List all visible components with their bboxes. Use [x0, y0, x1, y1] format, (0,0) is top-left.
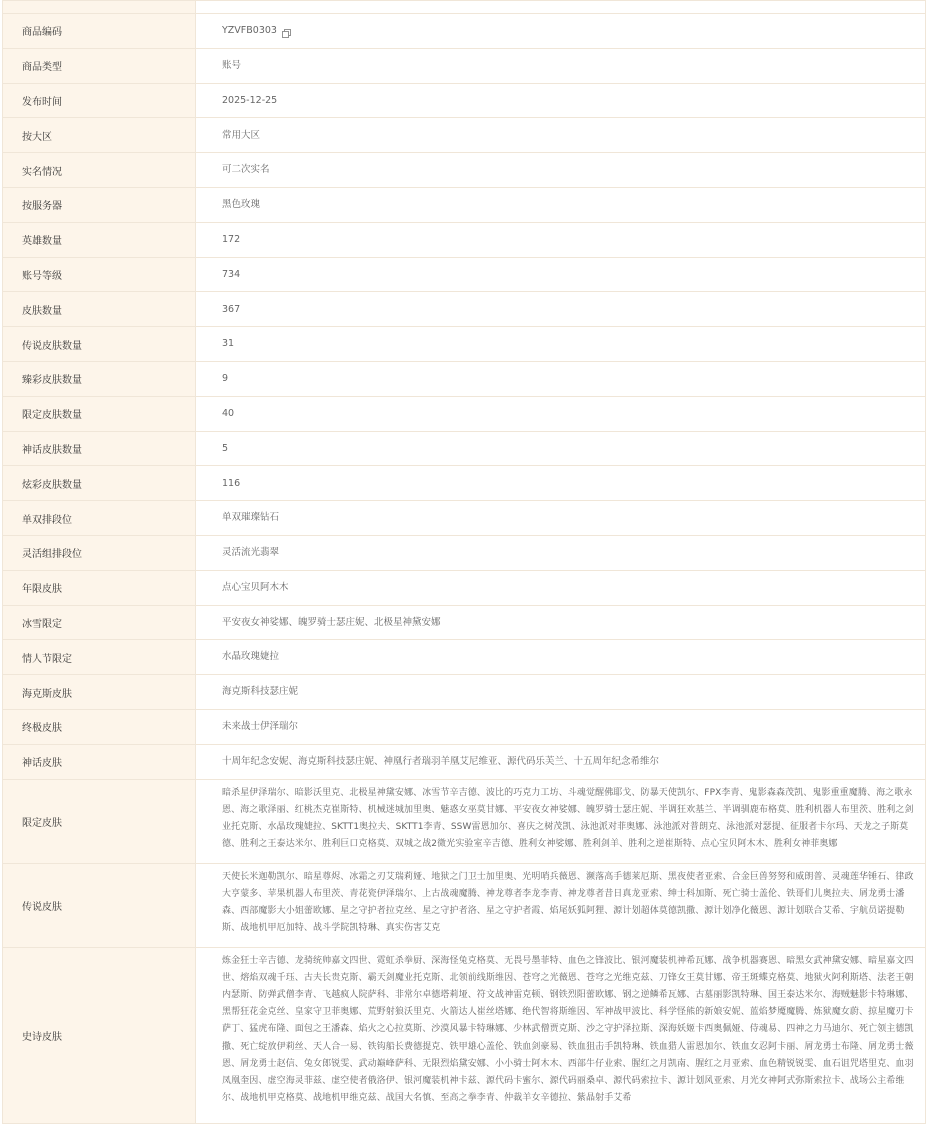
row-value: 平安夜女神娑娜、魄罗骑士瑟庄妮、北极星神黛安娜	[195, 606, 925, 640]
copy-icon[interactable]	[282, 27, 290, 36]
row-value: 734	[195, 258, 925, 292]
row-value: 点心宝贝阿木木	[195, 571, 925, 605]
row-value: 暗杀星伊泽瑞尔、暗影沃里克、北极星神黛安娜、冰雪节辛吉德、波比的巧克力工坊、斗魂觉醒佛耶戈、防暴天使凯尔、FPX李青、鬼影森森茂凯、鬼影重重魔腾、海之歌永恩、海之歌泽丽、红桃杰克崔斯特、机械迷城加里奥、魅惑女巫莫甘娜、平安夜女神娑娜、魄罗骑士瑟庄妮、半调狂欢基兰、半调驯鹿布格莫、胜利机器人布里茨、胜利之剑业托克斯、水晶玫瑰婕拉、SKTT1奥拉夫、SKTT1李青、SSW雷恩加尔、喜庆之树茂凯、泳池派对菲奥娜、泳池派对普朗克、泳池派对瑟提、征服者卡尔玛、天龙之子斯莫德、胜利之王泰达米尔、胜利巨口克格莫、双城之战2微光实验室辛吉德、胜利女神娑娜、胜利剑羊、胜利之逆崔斯特、点心宝贝阿木木、胜利女神菲奥娜	[195, 780, 925, 863]
row-value: 十周年纪念安妮、海克斯科技瑟庄妮、神凰行者瑞羽羊凰艾尼维亚、源代码乐芙兰、十五周年纪念希维尔	[195, 745, 925, 779]
row-value	[195, 14, 925, 48]
row-label: 单双排段位	[3, 501, 195, 535]
row-value: 367	[195, 292, 925, 326]
row-value: 灵活流光翡翠	[195, 536, 925, 570]
table-row	[3, 744, 925, 779]
row-value: 水晶玫瑰婕拉	[195, 640, 925, 674]
product-code-value: YZVFB0303	[222, 25, 277, 37]
row-label: 终极皮肤	[3, 710, 195, 744]
table-row	[3, 48, 925, 83]
product-detail-table	[2, 0, 926, 1124]
table-row	[3, 396, 925, 431]
row-label: 商品编码	[3, 14, 195, 48]
table-row	[3, 500, 925, 535]
table-row	[3, 291, 925, 326]
row-label: 发布时间	[3, 84, 195, 118]
table-row	[3, 639, 925, 674]
row-label: 灵活组排段位	[3, 536, 195, 570]
row-value: 海克斯科技瑟庄妮	[195, 675, 925, 709]
table-row	[3, 83, 925, 118]
row-label: 传说皮肤	[3, 864, 195, 947]
row-value: 2025-12-25	[195, 84, 925, 118]
row-value: 黑色玫瑰	[195, 188, 925, 222]
row-label: 炫彩皮肤数量	[3, 466, 195, 500]
row-label: 实名情况	[3, 153, 195, 187]
table-row	[3, 152, 925, 187]
row-label: 神话皮肤数量	[3, 432, 195, 466]
row-value: 5	[195, 432, 925, 466]
row-label: 英雄数量	[3, 223, 195, 257]
row-value: 172	[195, 223, 925, 257]
row-value: 天使长米迦勒凯尔、暗星尊烬、冰霜之刃艾瑞莉娅、地狱之门卫士加里奥、光明哨兵薇恩、濒落高手德莱厄斯、黑夜使者亚索、合金巨兽努努和威朗普、灵魂莲华锤石、律政大亨蒙多、苹果机器人布里茨、青花瓷伊泽瑞尔、上古战魂魔腾、神龙尊者李龙李青、神龙尊者昔日真龙亚索、绅士科加斯、死亡骑士盖伦、铁哥们儿奥拉夫、屑龙勇士潘森、西部魔影大小姐蕾欧娜、星之守护者拉克丝、星之守护者洛、星之守护者霞、焰尾妖狐阿狸、源计划超体莫德凯撒、源计划净化薇恩、源计划联合艾希、宇航员诺提勒斯、战地机甲厄加特、战斗学院凯特琳、真实伤害艾克	[195, 864, 925, 947]
table-row	[3, 570, 925, 605]
row-value: 31	[195, 327, 925, 361]
row-value: 账号	[195, 49, 925, 83]
row-label: 按服务器	[3, 188, 195, 222]
table-row	[3, 257, 925, 292]
row-label: 账号等级	[3, 258, 195, 292]
table-row	[3, 326, 925, 361]
table-row	[3, 361, 925, 396]
row-value: 单双璀璨钻石	[195, 501, 925, 535]
row-label: 限定皮肤	[3, 780, 195, 863]
table-row	[3, 431, 925, 466]
table-row	[3, 222, 925, 257]
table-row	[3, 947, 925, 1123]
table-row	[3, 117, 925, 152]
row-value: 可二次实名	[195, 153, 925, 187]
row-value: 炼金狂士辛吉德、龙骑统帅嘉文四世、霓虹杀拳厨、深海怪兔克格莫、无畏号墨菲特、血色之锋波比、银河魔装机神希瓦娜、战争机器赛恩、暗黑女武神黛安娜、暗星嘉文四世、熔焰双魂千珏、古夫长贵克斯、霸天剑魔业托克斯、北领前线斯维因、苍穹之光薇恩、苍穹之光维克兹、刀锋女王莫甘娜、帝王斑蝶克格莫、地狱火阿利斯塔、法老王朝内瑟斯、防弹武僧李青、飞越疯人院萨科、非常尔卓德塔莉垭、符文战神雷克顿、钢铁烈阳蕾欧娜、钢之逆鳞希瓦娜、古墓丽影凯特琳、国王泰达米尔、海贼魅影卡特琳娜、黑帮狂花金克丝、皇家守卫菲奥娜、荒野射狼沃里克、火箭达人崔丝塔娜、绝代智将斯维因、军神战甲波比、科学怪熊的新娘安妮、蓝焰梦魇魔腾、炼狱魔女蔚、掠星魔刃卡萨丁、猛虎布隆、面包之王潘森、焰火之心拉莫斯、沙漠风暴卡特琳娜、少林武僧贾克斯、沙之守护泽拉斯、深海妖姬卡西奥佩娅、侍魂易、四神之力马迪尔、死亡领主德凯撒、死亡绽放伊莉丝、天人合一易、铁钩船长费德提克、铁甲雄心盖伦、铁血剑豪易、铁血狙击手凯特琳、铁血猎人雷恩加尔、铁血女忍阿卡丽、屑龙勇士布隆、屑龙勇士薇恩、屑龙勇士赵信、兔女郎锐雯、武动巅峰萨科、无限烈焰黛安娜、小小骑士阿木木、西部牛仔业索、腥红之月凯南、腥红之月亚索、血色精锐锐雯、血石诅咒塔里克、血羽凤凰奎因、虚空海灵菲兹、虚空使者俄洛伊、银河魔装机神卡兹、源代码卡蜜尔、源代码丽桑卓、源代码索拉卡、源计划风亚索、月光女神阿式弥斯索拉卡、战场公主希维尔、战地机甲克格莫、战地机甲维克兹、战国大名慎、至高之拳李青、仲裁羊女辛德拉、紫晶射手艾希	[195, 948, 925, 1123]
row-value: 116	[195, 466, 925, 500]
table-row	[3, 863, 925, 947]
row-label: 年限皮肤	[3, 571, 195, 605]
row-label: 按大区	[3, 118, 195, 152]
row-label: 情人节限定	[3, 640, 195, 674]
row-label: 商品类型	[3, 49, 195, 83]
row-value: 未来战士伊泽瑞尔	[195, 710, 925, 744]
row-value: 40	[195, 397, 925, 431]
row-value: 常用大区	[195, 118, 925, 152]
table-row	[3, 465, 925, 500]
table-row	[3, 709, 925, 744]
row-value: 9	[195, 362, 925, 396]
row-label: 冰雪限定	[3, 606, 195, 640]
row-label: 传说皮肤数量	[3, 327, 195, 361]
table-row	[3, 535, 925, 570]
table-row	[3, 13, 925, 48]
row-label: 臻彩皮肤数量	[3, 362, 195, 396]
table-row	[3, 779, 925, 863]
table-row	[3, 187, 925, 222]
table-top-value-cell	[195, 1, 925, 13]
table-top-edge	[3, 0, 925, 13]
row-label: 神话皮肤	[3, 745, 195, 779]
row-label: 皮肤数量	[3, 292, 195, 326]
table-row	[3, 605, 925, 640]
row-label: 海克斯皮肤	[3, 675, 195, 709]
row-label: 史诗皮肤	[3, 948, 195, 1123]
table-top-label-cell	[3, 1, 195, 13]
table-row	[3, 674, 925, 709]
row-label: 限定皮肤数量	[3, 397, 195, 431]
